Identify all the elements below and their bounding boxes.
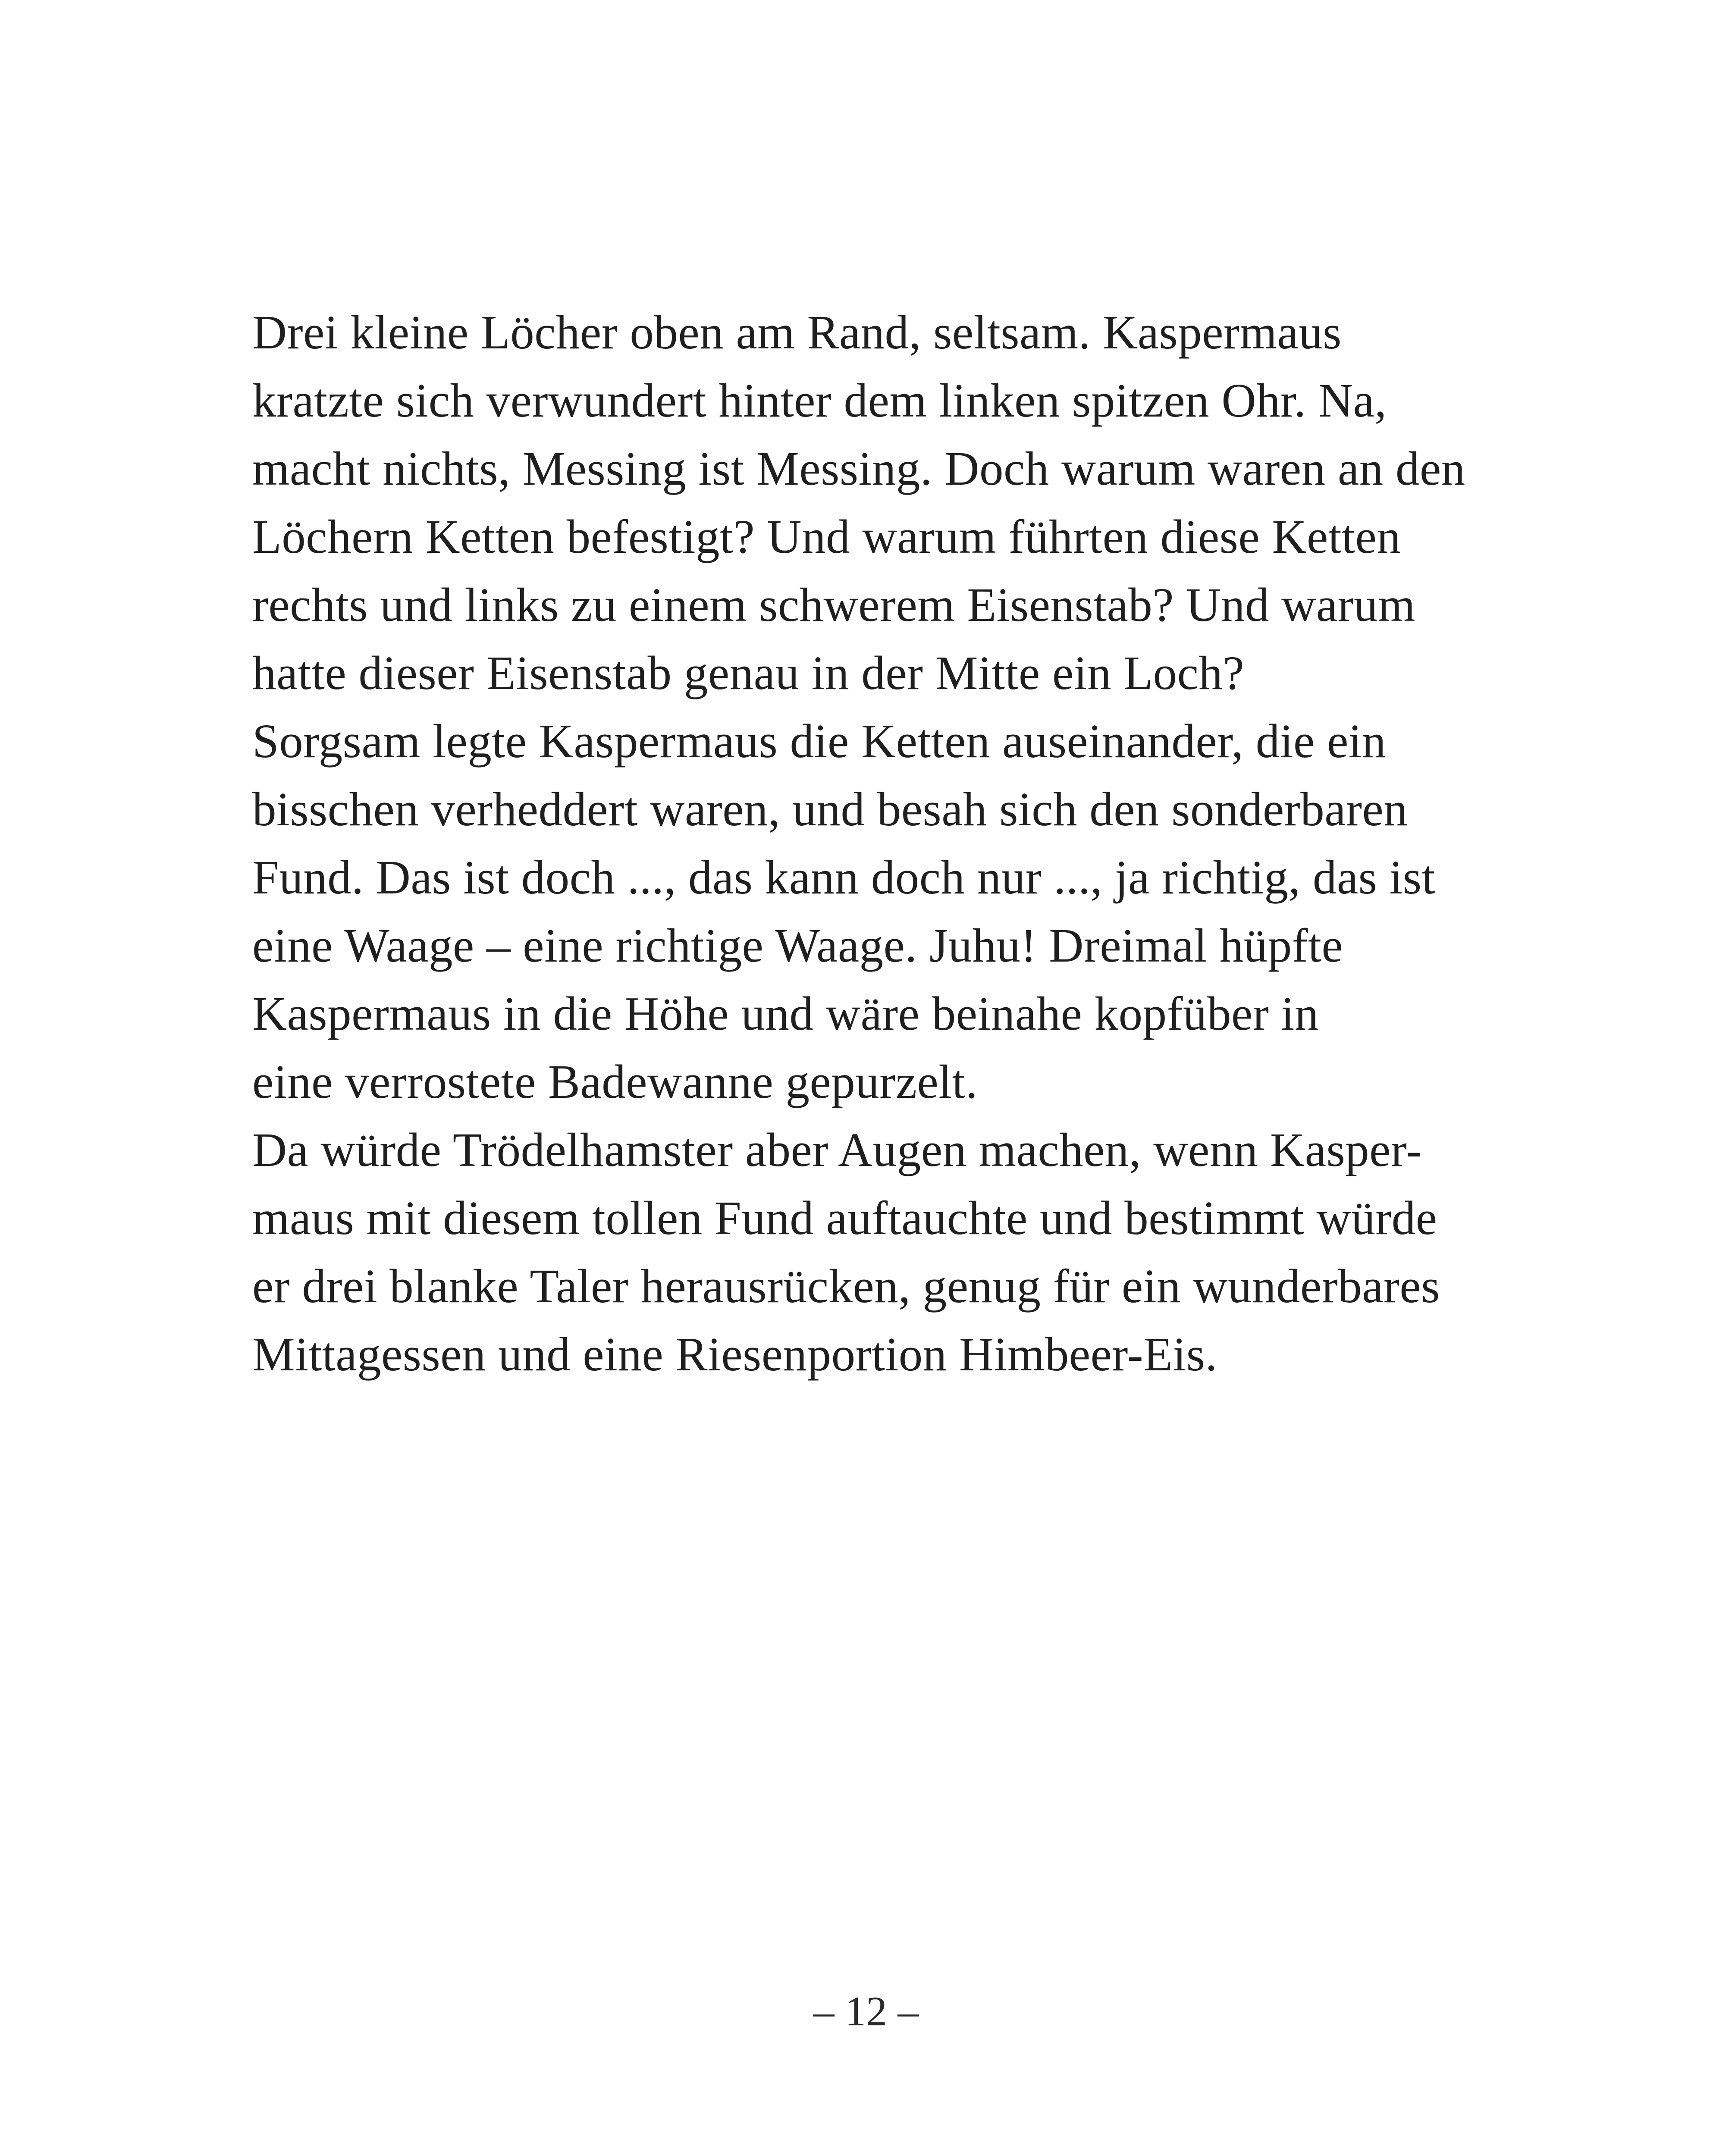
text-line: Kaspermaus in die Höhe und wäre beinahe kopfüber in bbox=[252, 987, 1319, 1040]
page-number: – 12 – bbox=[813, 1988, 919, 2035]
text-line: eine Waage – eine richtige Waage. Juhu! Dreimal hüpfte bbox=[252, 919, 1343, 972]
text-line: Löchern Ketten befestigt? Und warum führten diese Ketten bbox=[252, 511, 1401, 564]
text-line: Fund. Das ist doch ..., das kann doch nur ..., ja richtig, das ist bbox=[252, 851, 1435, 904]
text-line: kratzte sich verwundert hinter dem linken spitzen Ohr. Na, bbox=[252, 374, 1387, 427]
text-line: Mittagessen und eine Riesenportion Himbeer-Eis. bbox=[252, 1328, 1217, 1381]
text-line: hatte dieser Eisenstab genau in der Mitte ein Loch? bbox=[252, 647, 1245, 700]
text-line: Sorgsam legte Kaspermaus die Ketten auseinander, die ein bbox=[252, 715, 1387, 768]
text-line: macht nichts, Messing ist Messing. Doch warum waren an den bbox=[252, 442, 1465, 495]
text-line: er drei blanke Taler herausrücken, genug für ein wunderbares bbox=[252, 1260, 1440, 1313]
text-line: eine verrostete Badewanne gepurzelt. bbox=[252, 1056, 978, 1109]
text-line: Da würde Trödelhamster aber Augen machen, wenn Kasper- bbox=[252, 1124, 1422, 1177]
body-text bbox=[252, 299, 1589, 1389]
text-line: Drei kleine Löcher oben am Rand, seltsam. Kaspermaus bbox=[252, 306, 1342, 359]
text-line: rechts und links zu einem schwerem Eisenstab? Und warum bbox=[252, 579, 1415, 632]
text-line: bisschen verheddert waren, und besah sich den sonderbaren bbox=[252, 783, 1408, 836]
text-line: maus mit diesem tollen Fund auftauchte und bestimmt würde bbox=[252, 1192, 1437, 1245]
